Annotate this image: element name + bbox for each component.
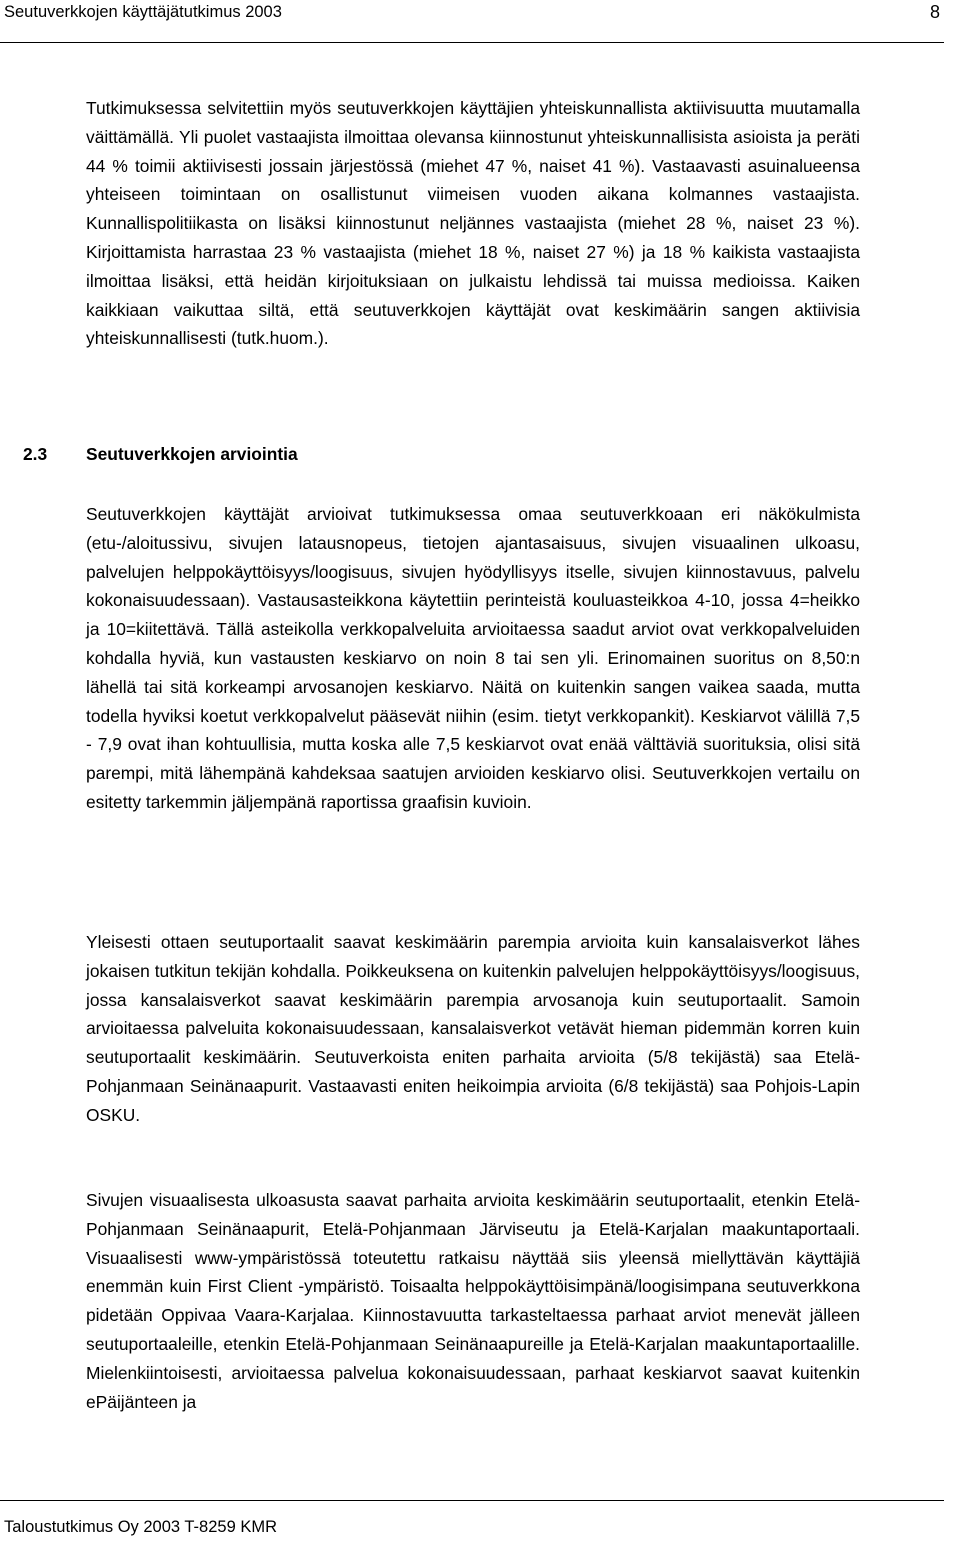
page-footer (0, 1500, 944, 1547)
section-heading (0, 440, 860, 469)
paragraph-portal-comparison: Yleisesti ottaen seutuportaalit saavat keskimäärin parempia arvioita kuin kansalaisverkot lähes jokaisen tutkitun tekijän kohdalla. Poikkeuksena on kuitenkin palvelujen helppokäyttöisyys/loogisuus, jossa kansalaisverkot saavat keskimäärin parempia arvosanoja kuin seutuportaalit. Samoin arvioitaessa palveluita kokonaisuudessaan, kansalaisverkot vetävät hieman pidemmän korren kuin seutuportaalit keskimäärin. Seutuverkoista eniten parhaita arvioita (5/8 tekijästä) saa Etelä-Pohjanmaan Seinänaapurit. Vastaavasti eniten heikoimpia arvioita (6/8 tekijästä) saa Pohjois-Lapin OSKU. (86, 932, 860, 1125)
page-header (0, 0, 944, 43)
section-number: 2.3 (23, 444, 48, 464)
header-title: Seutuverkkojen käyttäjätutkimus 2003 (4, 3, 282, 21)
paragraph-visual-appearance: Sivujen visuaalisesta ulkoasusta saavat parhaita arvioita keskimäärin seutuportaalit, etenkin Etelä-Pohjanmaan Seinänaapurit, Etelä-Pohjanmaan Järviseutu ja Etelä-Karjalan maakuntaportaali. Visuaalisesti www-ympäristössä toteutettu ratkaisu näyttää siis yleensä miellyttävän käyttäjiä enemmän kuin First Client -ympäristö. Toisaalta helppokäyttöisimpänä/loogisimpana seutuverkkona pidetään Oppivaa Vaara-Karjalaa. Kiinnostavuutta tarkasteltaessa parhaat arviot menevät jälleen seutuportaaleille, etenkin Etelä-Pohjanmaan Seinänaapureille ja Etelä-Karjalan maakuntaportaalille. Mielenkiintoisesti, arvioitaessa palvelua kokonaisuudessaan, parhaat keskiarvot saavat kuitenkin ePäijänteen ja (86, 1190, 860, 1412)
section-title: Seutuverkkojen arviointia (86, 444, 298, 464)
footer-text: Taloustutkimus Oy 2003 T-8259 KMR (4, 1518, 277, 1536)
page-number: 8 (929, 2, 940, 22)
paragraph-evaluation-method: Seutuverkkojen käyttäjät arvioivat tutkimuksessa omaa seutuverkkoaan eri näkökulmista (etu-/aloitussivu, sivujen latausnopeus, tietojen ajantasaisuus, sivujen visuaalinen ulkoasu, palvelujen helppokäyttöisyys/loogisuus, sivujen hyödyllisyys itselle, sivujen kiinnostavuus, palvelu kokonaisuudessaan). Vastausasteikkona käytettiin perinteistä kouluasteikkoa 4-10, jossa 4=heikko ja 10=kiitettävä. Tällä asteikolla verkkopalveluita arvioitaessa saadut arviot ovat verkkopalveluiden kohdalla hyviä, kun vastausten keskiarvo on noin 8 tai sen yli. Erinomainen suoritus on 8,50:n lähellä tai sitä korkeampi arvosanojen keskiarvo. Näitä on kuitenkin sangen vaikea saada, mutta todella hyviksi koetut verkkopalvelut pääsevät niihin (esim. tietyt verkkopankit). Keskiarvot välillä 7,5 - 7,9 ovat ihan kohtuullisia, mutta koska alle 7,5 keskiarvot ovat enää välttäviä suorituksia, olisi sitä parempi, mitä lähempänä kahdeksaa saatujen arvioiden keskiarvo olisi. Seutuverkkojen vertailu on esitetty tarkemmin jäljempänä raportissa graafisin kuvioin. (86, 504, 860, 812)
paragraph-civic-activity: Tutkimuksessa selvitettiin myös seutuverkkojen käyttäjien yhteiskunnallista aktiivisuutta muutamalla väittämällä. Yli puolet vastaajista ilmoittaa olevansa kiinnostunut yhteiskunnallisista asioista ja peräti 44 % toimii aktiivisesti jossain järjestössä (miehet 47 %, naiset 41 %). Vastaavasti asuinalueensa yhteiseen toimintaan on osallistunut viimeisen vuoden aikana kolmannes vastaajista. Kunnallispolitiikasta on lisäksi kiinnostunut neljännes vastaajista (miehet 28 %, naiset 23 %). Kirjoittamista harrastaa 23 % vastaajista (miehet 18 %, naiset 27 %) ja 18 % kaikista vastaajista ilmoittaa lisäksi, että heidän kirjoituksiaan on julkaistu lehdissä tai muissa medioissa. Kaiken kaikkiaan vaikuttaa siltä, että seutuverkkojen käyttäjät ovat keskimäärin sangen aktiivisia yhteiskunnallisesti (tutk.huom.). (86, 98, 860, 349)
